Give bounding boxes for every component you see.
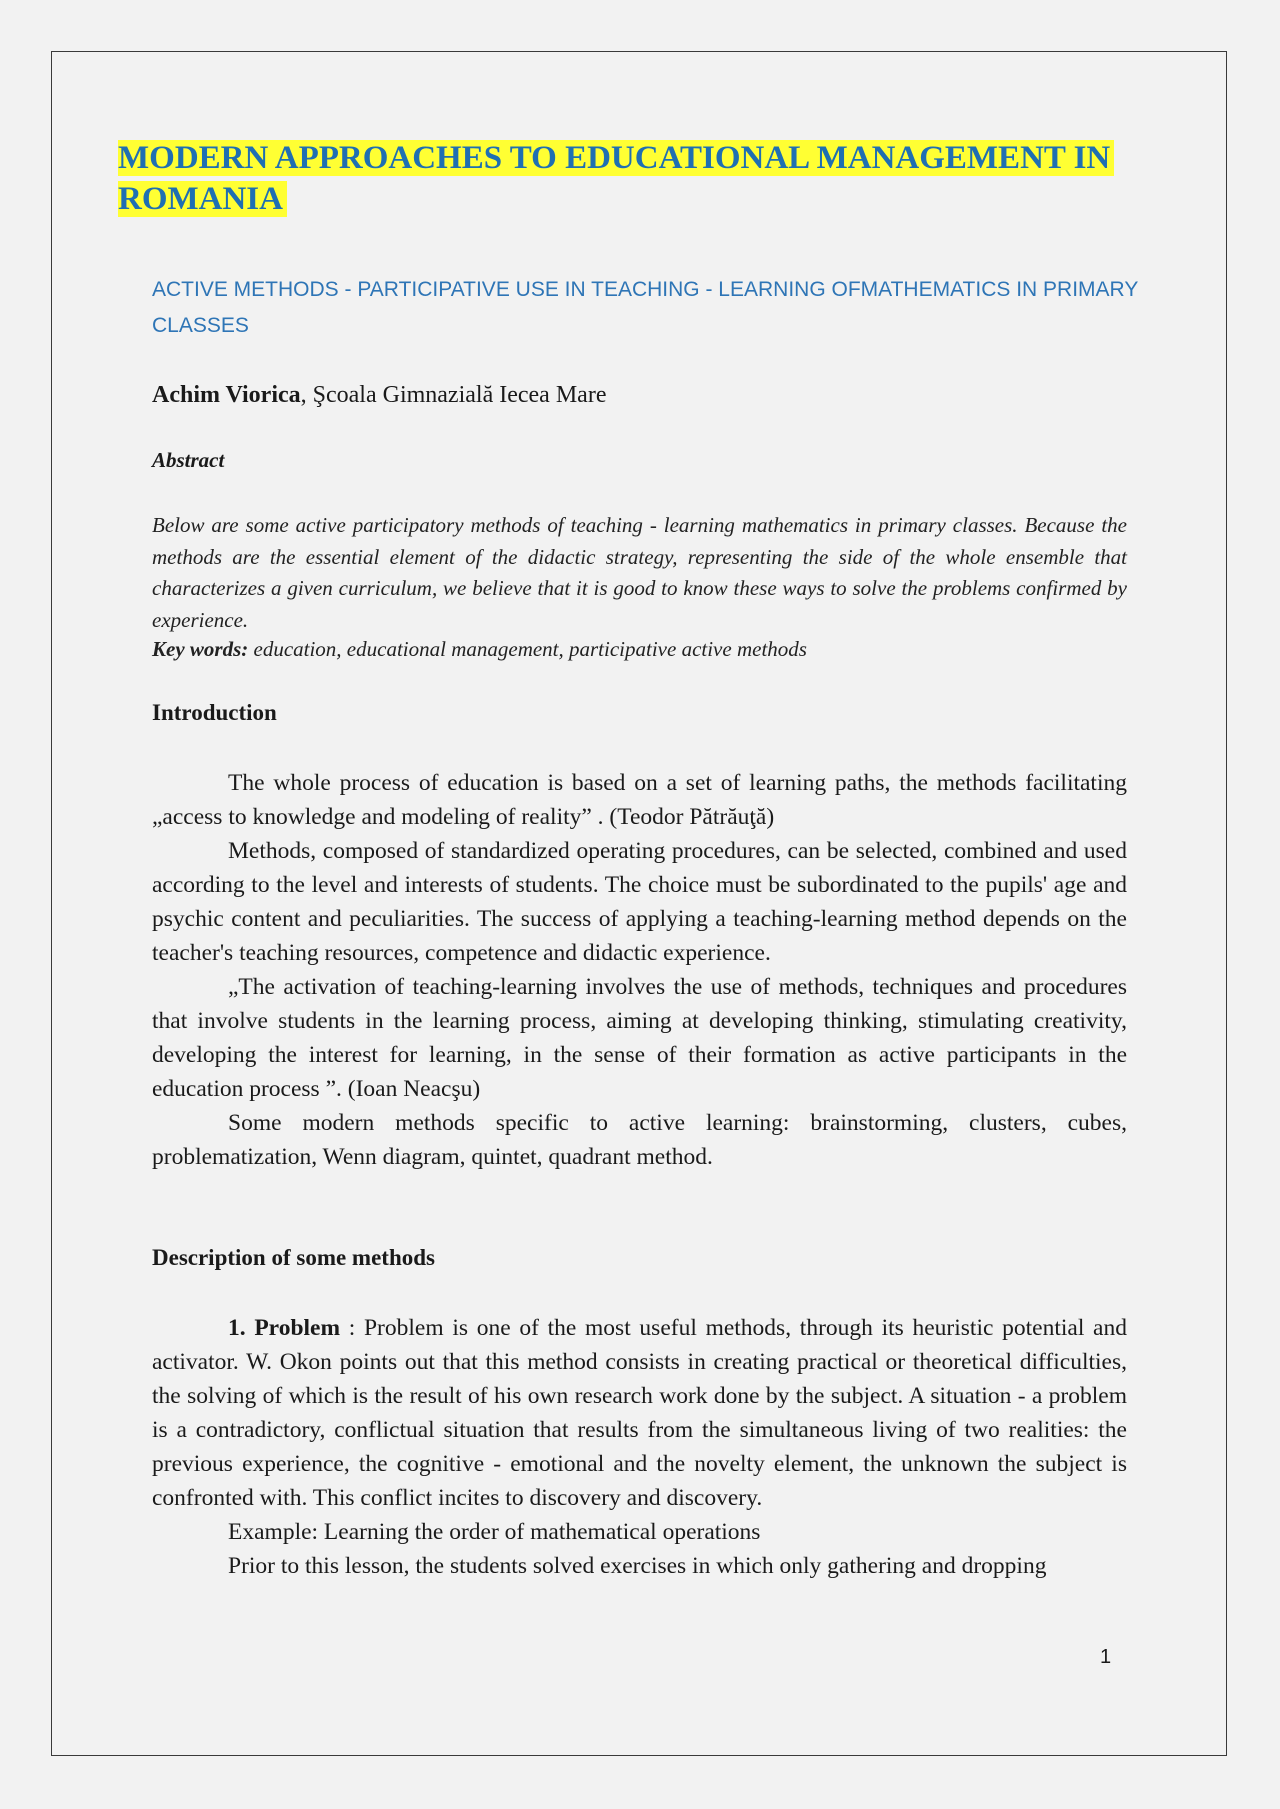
introduction-body — [152, 766, 1127, 1174]
keywords-text: education, educational management, participative active methods — [248, 637, 807, 661]
document-title-text: MODERN APPROACHES TO EDUCATIONAL MANAGEMENT IN ROMANIA — [118, 140, 1114, 217]
introduction-paragraph: „The activation of teaching-learning involves the use of methods, techniques and procedures that involve students in the learning process, aiming at developing thinking, stimulating creativity, developing the interest for learning, in the sense of their formation as active participants in the education process ”. (Ioan Neacşu) — [152, 974, 1127, 1102]
method-item-text: : Problem is one of the most useful methods, through its heuristic potential and activator. W. Okon points out that this method consists in creating practical or theoretical difficulties, the solving of which is the result of his own research work done by the subject. A situation - a problem is a contradictory, conflictual situation that results from the simultaneous living of two realities: the previous experience, the cognitive - emotional and the novelty element, the unknown the subject is confronted with. This conflict incites to discovery and discovery. — [152, 1315, 1127, 1511]
page-number: 1 — [1100, 1646, 1112, 1668]
abstract-text: Below are some active participatory methods of teaching - learning mathematics in primary classes. Because the methods are the essential element of the didactic strategy, representing the side of the whole ensemble that characterizes a given curriculum, we believe that it is good to know these ways to solve the problems confirmed by experience. — [152, 513, 1127, 632]
methods-heading: Description of some methods — [152, 1245, 435, 1270]
document-title — [118, 138, 1178, 220]
prior-line: Prior to this lesson, the students solved exercises in which only gathering and dropping — [228, 1553, 1047, 1579]
keywords-label: Key words: — [152, 637, 249, 661]
introduction-paragraph: Methods, composed of standardized operating procedures, can be selected, combined and used according to the level and interests of students. The choice must be subordinated to the pupils' age and psychic content and peculiarities. The success of applying a teaching-learning method depends on the teacher's teaching resources, competence and didactic experience. — [152, 838, 1127, 966]
author-line — [152, 380, 606, 410]
introduction-paragraph: The whole process of education is based on a set of learning paths, the methods facilitating „access to knowledge and modeling of reality” . (Teodor Pătrăuţă) — [152, 770, 1127, 830]
introduction-paragraph: Some modern methods specific to active learning: brainstorming, clusters, cubes, problematization, Wenn diagram, quintet, quadrant method. — [152, 1110, 1127, 1170]
introduction-heading: Introduction — [152, 700, 277, 725]
methods-body — [152, 1311, 1127, 1583]
author-affiliation: , Şcoala Gimnazială Iecea Mare — [300, 382, 607, 408]
example-line: Example: Learning the order of mathematical operations — [228, 1519, 761, 1545]
author-name: Achim Viorica — [152, 382, 301, 408]
document-subtitle: ACTIVE METHODS - PARTICIPATIVE USE IN TEACHING - LEARNING OFMATHEMATICS IN PRIMARY CLASSES — [152, 278, 1138, 337]
method-item-problem — [152, 1311, 1127, 1515]
method-item-label: 1. Problem — [228, 1315, 341, 1341]
abstract-heading: Abstract — [152, 448, 225, 472]
keywords-line — [152, 634, 1127, 666]
